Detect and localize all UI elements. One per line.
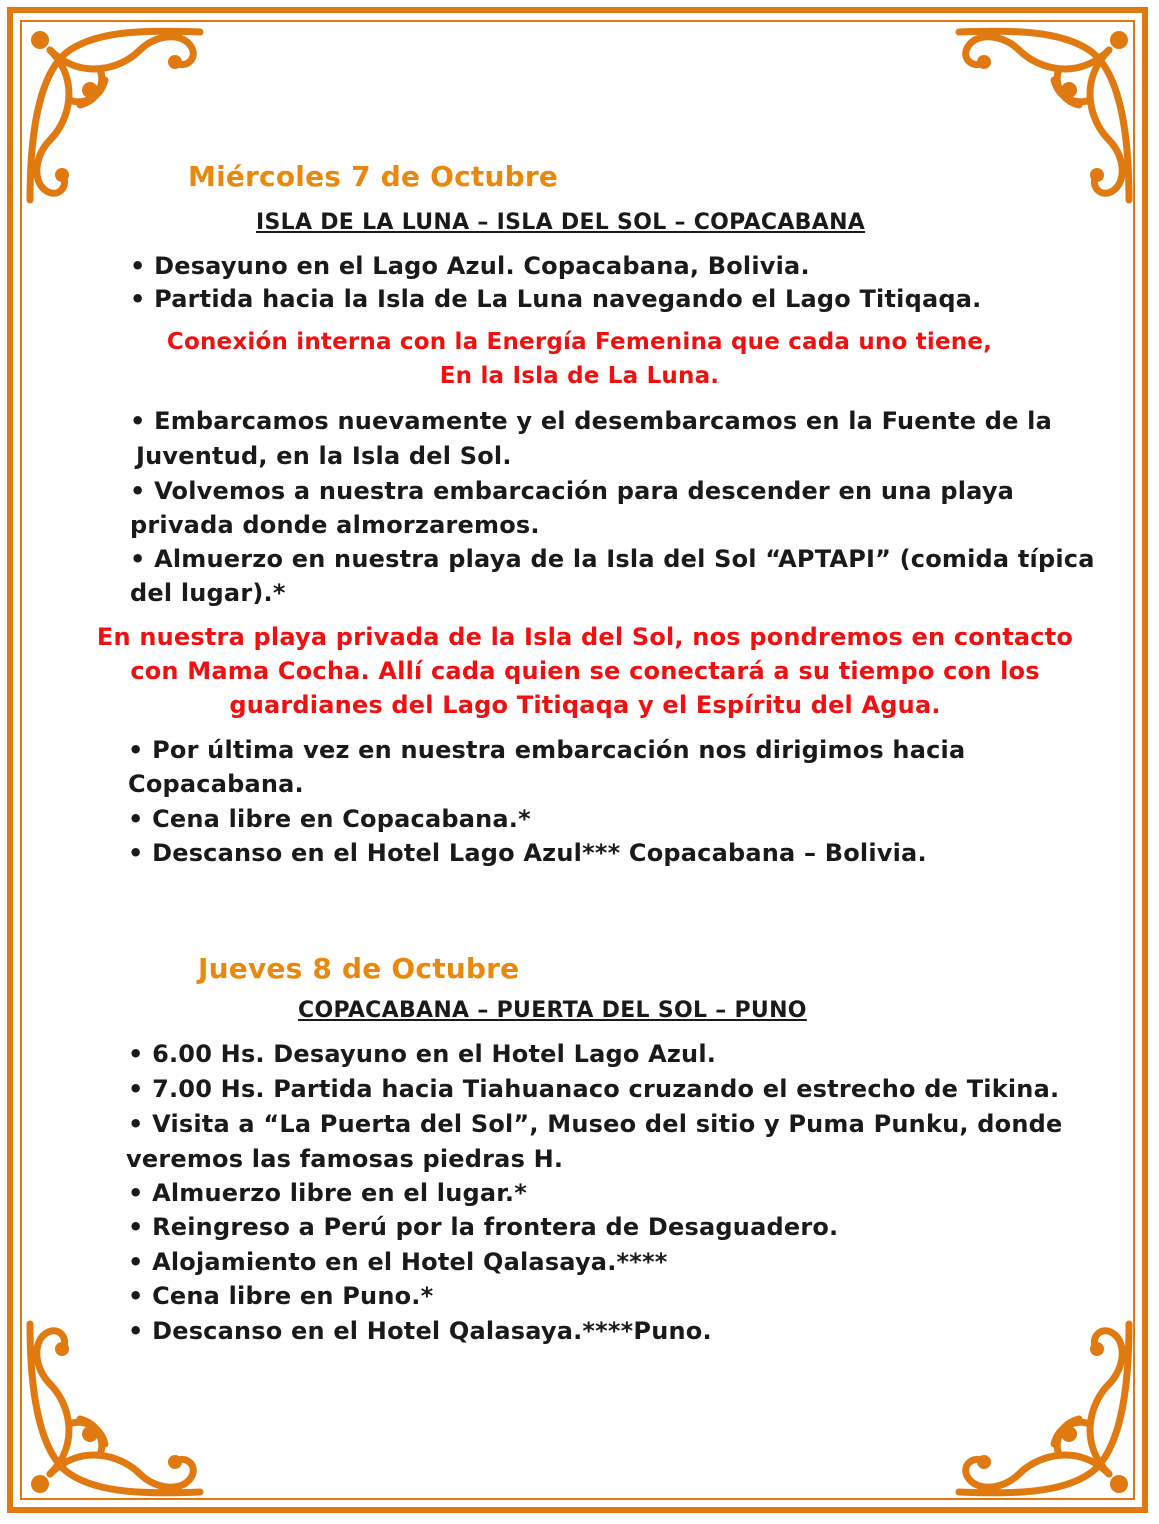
day1-item: • Por última vez en nuestra embarcación nos dirigimos hacia [128, 736, 966, 764]
day2-title: Jueves 8 de Octubre [198, 952, 520, 985]
corner-ornament-top-right [939, 10, 1149, 220]
day2-item: • Descanso en el Hotel Qalasaya.****Puno. [128, 1317, 712, 1345]
day1-item: • Cena libre en Copacabana.* [128, 805, 531, 833]
day1-highlight2-line: En nuestra playa privada de la Isla del Sol, nos pondremos en contacto [96, 623, 1074, 651]
day1-item: Copacabana. [128, 770, 304, 798]
day1-highlight1-line: Conexión interna con la Energía Femenina que cada uno tiene, [166, 329, 993, 355]
corner-ornament-bottom-right [939, 1304, 1149, 1514]
day1-item: • Desayuno en el Lago Azul. Copacabana, Bolivia. [130, 252, 810, 280]
day2-item: • 6.00 Hs. Desayuno en el Hotel Lago Azul. [128, 1040, 717, 1068]
day1-item: • Partida hacia la Isla de La Luna navegando el Lago Titiqaqa. [130, 285, 982, 313]
day2-item: • Almuerzo libre en el lugar.* [128, 1179, 527, 1207]
day1-highlight2-line: con Mama Cocha. Allí cada quien se conectará a su tiempo con los [130, 657, 1040, 685]
day2-route: COPACABANA – PUERTA DEL SOL – PUNO [298, 998, 807, 1023]
day1-route: ISLA DE LA LUNA – ISLA DEL SOL – COPACABANA [256, 210, 866, 235]
day2-item: veremos las famosas piedras H. [126, 1145, 564, 1173]
day1-item: • Almuerzo en nuestra playa de la Isla del Sol “APTAPI” (comida típica [130, 545, 1095, 573]
day1-item: Juventud, en la Isla del Sol. [136, 442, 512, 470]
day2-item: • Reingreso a Perú por la frontera de Desaguadero. [128, 1213, 839, 1241]
day2-item: • Cena libre en Puno.* [128, 1282, 434, 1310]
day1-item: privada donde almorzaremos. [130, 511, 540, 539]
day2-item: • Alojamiento en el Hotel Qalasaya.**** [128, 1248, 668, 1276]
day1-item: del lugar).* [130, 579, 286, 607]
day1-highlight1-line: En la Isla de La Luna. [439, 363, 720, 389]
day1-title: Miércoles 7 de Octubre [188, 160, 559, 193]
day1-item: • Volvemos a nuestra embarcación para descender en una playa [130, 477, 1015, 505]
day1-item: • Embarcamos nuevamente y el desembarcamos en la Fuente de la [130, 407, 1052, 435]
day2-item: • Visita a “La Puerta del Sol”, Museo del sitio y Puma Punku, donde [128, 1110, 1063, 1138]
day2-item: • 7.00 Hs. Partida hacia Tiahuanaco cruzando el estrecho de Tikina. [128, 1075, 1060, 1103]
day1-item: • Descanso en el Hotel Lago Azul*** Copacabana – Bolivia. [128, 839, 927, 867]
day1-highlight2-line: guardianes del Lago Titiqaqa y el Espíritu del Agua. [229, 691, 941, 719]
